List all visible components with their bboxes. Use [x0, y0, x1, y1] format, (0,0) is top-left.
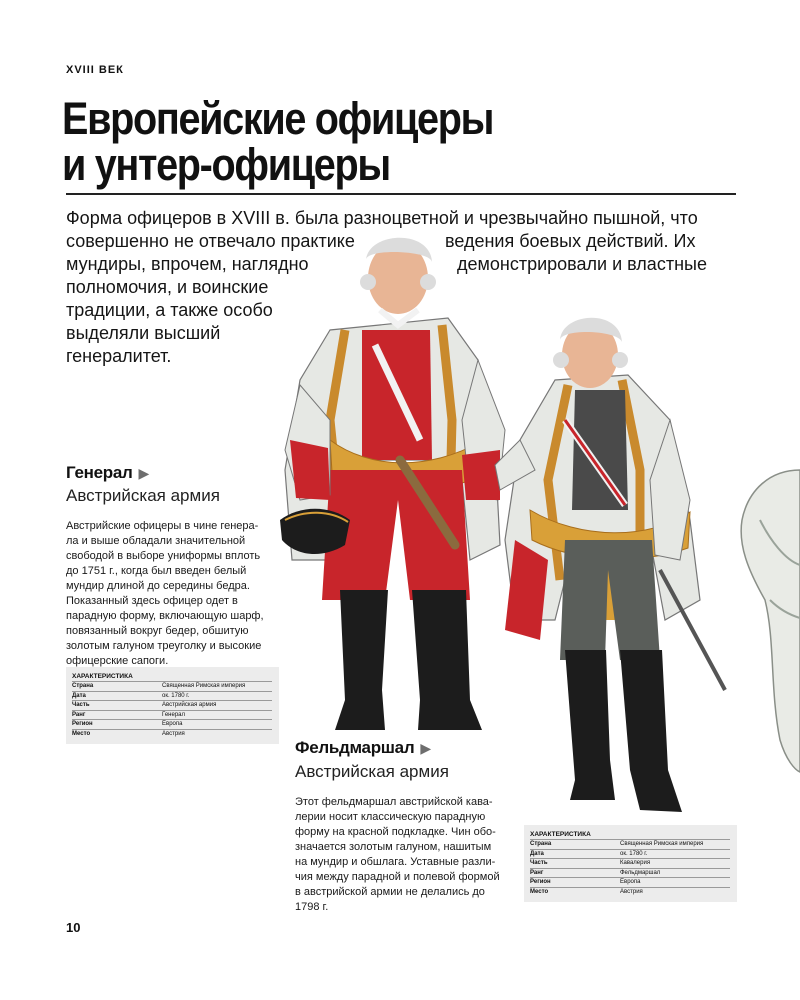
- fieldmarshal-description: [295, 795, 515, 915]
- specs-value: Австрия: [162, 730, 185, 737]
- intro-line: выделяли высший: [66, 323, 221, 343]
- specs-key: Дата: [72, 692, 86, 699]
- specs-key: Место: [530, 888, 549, 895]
- section-label: XVIII ВЕК: [66, 64, 124, 76]
- general-text-line: до 1751 г., когда был введен белый: [66, 565, 247, 577]
- intro-line: демонстрировали и властные: [457, 254, 707, 274]
- specs-key: Страна: [72, 683, 94, 689]
- general-description: [66, 519, 281, 669]
- specs-value: Фельдмаршал: [620, 869, 661, 876]
- intro-line: мундиры, впрочем, наглядно: [66, 254, 309, 274]
- fieldmarshal-subtitle: Австрийская армия: [295, 762, 449, 781]
- specs-key: Ранг: [72, 711, 86, 718]
- intro-line: полномочия, и воинские: [66, 277, 269, 297]
- fieldmarshal-text-line: значается золотым галуном, нашитым: [295, 841, 492, 853]
- specs-row: [530, 849, 730, 859]
- title-divider: [66, 193, 736, 195]
- specs-row: [72, 729, 272, 739]
- specs-key: Часть: [530, 860, 548, 866]
- specs-value: ок. 1780 г.: [162, 692, 190, 699]
- specs-key: Место: [72, 730, 91, 737]
- fieldmarshal-specs-table: [524, 825, 737, 902]
- intro-line: совершенно не отвечало практике: [66, 231, 355, 251]
- general-specs-table: [66, 667, 279, 744]
- general-text-line: повязанный вокруг бедер, обшитую: [66, 625, 249, 637]
- specs-row: [72, 691, 272, 701]
- specs-value: Австрия: [620, 888, 643, 895]
- fieldmarshal-label: [295, 738, 431, 758]
- specs-key: Регион: [72, 721, 93, 727]
- general-text-line: ла и выше обладали значительной: [66, 535, 246, 547]
- specs-row: [530, 868, 730, 878]
- general-subtitle: Австрийская армия: [66, 486, 220, 505]
- general-label: [66, 463, 149, 483]
- general-text-line: мундир длиной до середины бедра.: [66, 580, 250, 592]
- specs-row: [72, 681, 272, 691]
- general-text-line: золотым галуном треуголку и высокие: [66, 640, 262, 652]
- intro-line: Форма офицеров в XVIII в. была разноцветной и чрезвычайно пышной, что: [66, 208, 698, 228]
- fieldmarshal-text-line: на мундир и обшлага. Уставные разли-: [295, 856, 496, 868]
- fieldmarshal-illustration: [495, 318, 725, 812]
- specs-value: ок. 1780 г.: [620, 850, 648, 857]
- general-label-text: Генерал: [66, 463, 133, 482]
- fieldmarshal-text-line: в австрийской армии не делались до: [295, 886, 485, 898]
- page-title: [62, 93, 555, 190]
- general-text-line: Австрийские офицеры в чине генера-: [66, 520, 259, 532]
- specs-value: Европа: [162, 721, 183, 727]
- triangle-right-icon: ▶: [420, 740, 431, 756]
- specs-heading: ХАРАКТЕРИСТИКА: [530, 831, 591, 838]
- specs-value: Европа: [620, 879, 641, 885]
- general-text-line: свободой в выборе униформы вплоть: [66, 550, 261, 562]
- page-title-line-1: Европейские офицеры: [62, 93, 494, 144]
- intro-line: генералитет.: [66, 346, 172, 366]
- specs-value: Кавалерия: [620, 860, 651, 866]
- general-text-line: Показанный здесь офицер одет в: [66, 595, 238, 607]
- specs-row: [72, 700, 272, 710]
- specs-row: [72, 710, 272, 720]
- specs-row: [530, 839, 730, 849]
- general-text-line: офицерские сапоги.: [66, 655, 169, 667]
- triangle-right-icon: ▶: [138, 465, 149, 481]
- intro-line: ведения боевых действий. Их: [445, 231, 696, 251]
- specs-key: Ранг: [530, 869, 544, 876]
- specs-value: Священная Римская империя: [620, 841, 704, 847]
- horse-illustration: [741, 470, 800, 772]
- specs-key: Дата: [530, 850, 544, 857]
- fieldmarshal-text-line: лерии носит классическую парадную: [295, 811, 486, 823]
- specs-row: [530, 858, 730, 868]
- fieldmarshal-text-line: 1798 г.: [295, 901, 329, 913]
- specs-key: Регион: [530, 879, 551, 885]
- fieldmarshal-text-line: форму на красной подкладке. Чин обо-: [295, 826, 496, 838]
- specs-heading: ХАРАКТЕРИСТИКА: [72, 673, 133, 680]
- fieldmarshal-text-line: чия между парадной и полевой формой: [295, 871, 500, 883]
- specs-row: [72, 719, 272, 729]
- specs-key: Часть: [72, 702, 90, 708]
- page-title-line-2: и унтер-офицеры: [62, 139, 390, 190]
- specs-key: Страна: [530, 841, 552, 847]
- intro-line: традиции, а также особо: [66, 300, 273, 320]
- specs-row: [530, 887, 730, 897]
- fieldmarshal-text-line: Этот фельдмаршал австрийской кава-: [295, 796, 493, 808]
- specs-value: Священная Римская империя: [162, 683, 246, 689]
- general-text-line: парадную форму, включающую шарф,: [66, 610, 264, 622]
- fieldmarshal-label-text: Фельдмаршал: [295, 738, 415, 757]
- specs-value: Австрийская армия: [162, 702, 217, 708]
- specs-row: [530, 877, 730, 887]
- page-number: 10: [66, 920, 81, 935]
- general-illustration: [280, 238, 505, 730]
- specs-value: Генерал: [162, 711, 186, 718]
